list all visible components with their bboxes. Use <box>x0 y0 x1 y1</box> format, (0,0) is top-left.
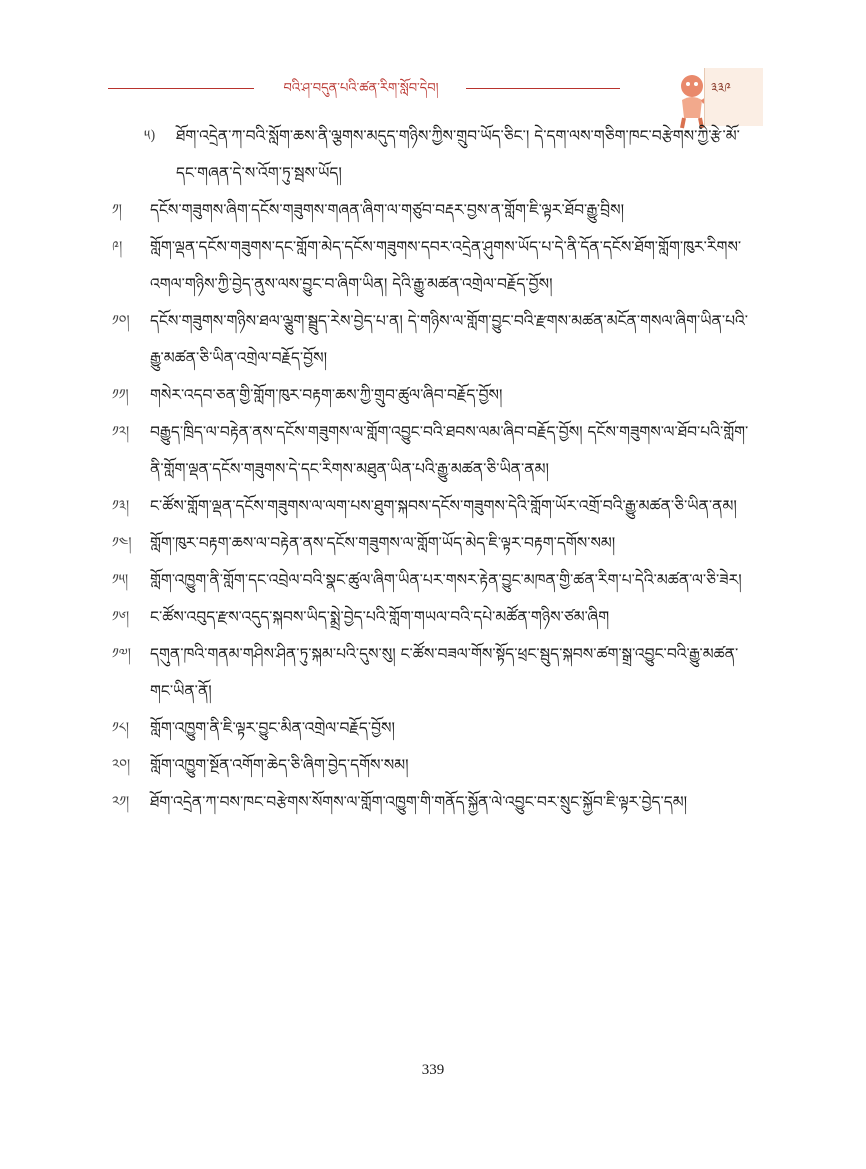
question-number: ༡༨། <box>112 720 129 736</box>
question-text: ཐོག་འདྲེན་ཀ་བའི་སློག་ཆས་ནི་ལྕགས་མདུད་གཉིས་ཀྱིས་གྲུབ་ཡོད་ཅིང་། དེ་དག་ལས་གཅིག་ཁང་བརྩེགས་ཀྱི་རྩེ་མོ་དང་གཞན་དེ་ས་འོག་ཏུ་སྦས་ཡོད། <box>176 127 740 182</box>
question-item <box>100 636 760 710</box>
question-item <box>100 118 760 192</box>
question-item <box>100 562 760 599</box>
question-text: ང་ཚོས་གློག་ལྡན་དངོས་གཟུགས་ལ་ལག་པས་ཐུག་སྐབས་དངོས་གཟུགས་དེའི་གློག་ཡོར་འགྲོ་བའི་རྒྱུ་མཚན་ཅི་ཡིན་ནམ། <box>150 497 737 515</box>
question-number: ༡༤། <box>112 535 132 551</box>
question-text: དངོས་གཟུགས་གཉིས་ཐལ་ལྕུག་སྦྲུད་རེས་བྱེད་པ་ན། དེ་གཉིས་ལ་གློག་བྱུང་བའི་རྫགས་མཚན་མངོན་གསལ་ཞིག་ཡིན་པའི་རྒྱུ་མཚན་ཅི་ཡིན་འགྲེལ་བརྗོད་བྱོས། <box>150 312 749 367</box>
question-number: ༡༢། <box>112 424 130 440</box>
question-item <box>100 488 760 525</box>
header-rule-left <box>108 88 254 89</box>
question-number: ༡༡། <box>112 387 129 403</box>
question-item <box>100 747 760 784</box>
question-text: ང་ཚོས་འབུད་རྫས་འདུད་སྐབས་ཡིད་སྨྲེ་བྱེད་པའི་གློག་གཡལ་བའི་དཔེ་མཚོན་གཉིས་ཙམ་ཞིག <box>150 608 610 626</box>
question-item <box>100 710 760 747</box>
question-item <box>100 599 760 636</box>
question-text: བརྒྱུད་ཁྲིད་ལ་བརྟེན་ནས་དངོས་གཟུགས་ལ་གློག་འབྱུང་བའི་ཐབས་ལམ་ཞིབ་བརྗོད་བྱོས། དངོས་གཟུགས་ལ་ཐོབ་པའི་གློག་ནི་གློག་ལྡན་དངོས་གཟུགས་དེ་དང་རིགས་མཐུན་ཡིན་པའི་རྒྱུ་མཚན་ཅི་ཡིན་ནམ། <box>150 423 749 478</box>
question-text: གློག་ལྡན་དངོས་གཟུགས་དང་གློག་མེད་དངོས་གཟུགས་དབར་འདྲེན་ཤུགས་ཡོད་པ་དེ་ནི་དོན་དངོས་ཐོག་གློག་ཁུར་རིགས་འགལ་གཉིས་ཀྱི་བྱེད་ནུས་ལས་བྱུང་བ་ཞིག་ཡིན། དེའི་རྒྱུ་མཚན་འགྲེལ་བརྗོད་བྱོས། <box>150 238 742 293</box>
question-number: ༡༧། <box>112 646 131 662</box>
question-number: ༡༦། <box>112 609 130 625</box>
question-text: དངོས་གཟུགས་ཞིག་དངོས་གཟུགས་གཞན་ཞིག་ལ་གཙུབ་བརྡར་བྱས་ན་གློག་ཇི་ལྟར་ཐོབ་རྒྱུ་བྲིས། <box>150 201 625 219</box>
question-text: གློག་འཁྱུག་ནི་གློག་དང་འབྲེལ་བའི་སྣང་ཚུལ་ཞིག་ཡིན་པར་གསར་རྟེན་བྱུང་མཁན་གྱི་ཚན་རིག་པ་དེའི་མཚན་ལ་ཅི་ཟེར། <box>150 571 742 589</box>
question-number: ༡། <box>112 202 122 218</box>
header-rule-right <box>466 88 620 89</box>
question-item <box>100 303 760 377</box>
question-number: ༥) <box>144 128 156 144</box>
question-number: ༡༠། <box>112 313 130 329</box>
question-item <box>100 414 760 488</box>
question-text: གསེར་འདབ་ཅན་གྱི་གློག་ཁུར་བརྟག་ཆས་ཀྱི་གྲུབ་ཚུལ་ཞིབ་བརྗོད་བྱོས། <box>150 386 503 404</box>
question-number: ༢༡། <box>112 794 130 810</box>
question-item <box>100 377 760 414</box>
question-item <box>100 229 760 303</box>
question-item <box>100 192 760 229</box>
question-text: གློག་ཁུར་བརྟག་ཆས་ལ་བརྟེན་ནས་དངོས་གཟུགས་ལ་གློག་ཡོད་མེད་ཇི་ལྟར་བརྟག་དགོས་སམ། <box>150 534 616 552</box>
question-number: ༡༣། <box>112 498 130 514</box>
question-item <box>100 784 760 821</box>
question-number: ༢༠། <box>112 757 131 773</box>
question-text: དགུན་ཁའི་གནམ་གཤིས་ཤིན་ཏུ་སྐམ་པའི་དུས་སུ། ང་ཚོས་བཟལ་གོས་སྟོད་ཕྲང་སྦུད་སྐབས་ཚག་སྒྲ་འབྱུང་བའི་རྒྱུ་མཚན་གང་ཡིན་ནོ། <box>150 645 739 700</box>
question-number: ༩། <box>112 239 123 255</box>
question-number: ༡༥། <box>112 572 129 588</box>
header-title: བའི་ཤ་བདུན་པའི་ཚན་རིག་སློབ་དེབ། <box>283 81 439 96</box>
question-text: གློག་འཁྱུག་ནི་ཇི་ལྟར་བྱུང་མིན་འགྲེལ་བརྗོད་བྱོས། <box>150 719 395 737</box>
question-text: ཐོག་འདྲེན་ཀ་བས་ཁང་བརྩེགས་སོགས་ལ་གློག་འཁྱུག་གི་གནོད་སྐྱོན་ལེ་འབྱུང་བར་སྲུང་སྐྱོབ་ཇི་ལྟར་བྱེད་དམ། <box>150 793 688 811</box>
page-badge-number: ༣༣༩ <box>711 81 731 96</box>
question-list <box>100 118 760 821</box>
question-text: གློག་འཁྱུག་སྔོན་འགོག་ཆེད་ཅི་ཞིག་བྱེད་དགོས་སམ། <box>150 756 409 774</box>
page-number: 339 <box>421 1062 445 1078</box>
question-item <box>100 525 760 562</box>
